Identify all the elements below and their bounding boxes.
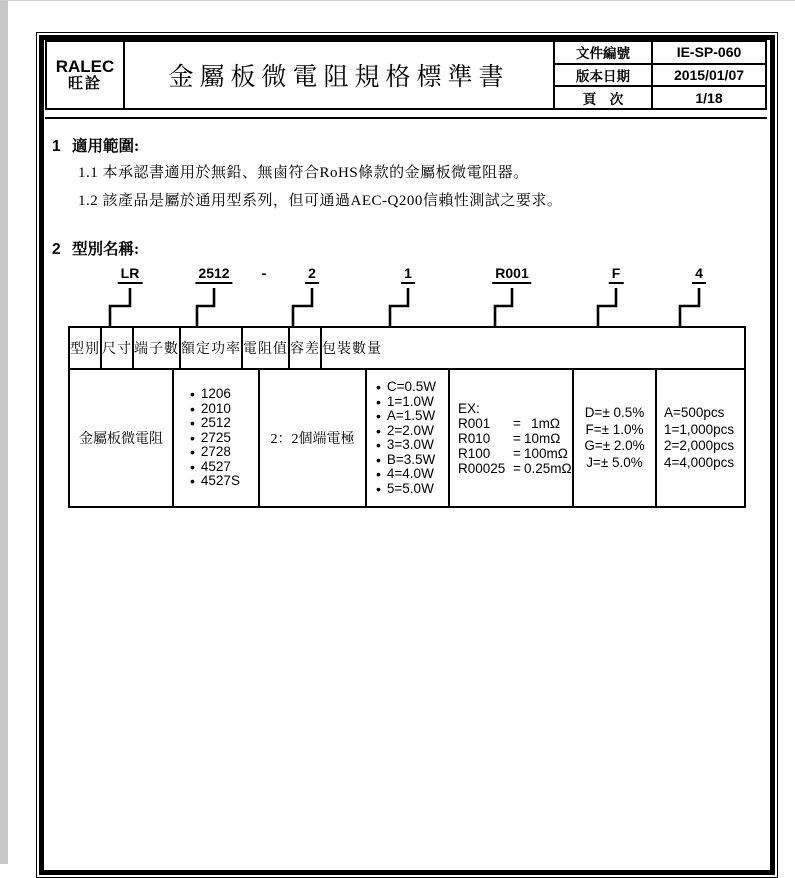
pn-code-power: 1	[401, 265, 415, 284]
power-item: • A=1.5W	[376, 408, 436, 424]
scope-item-2: 1.2 該產品是屬於通用型系列，但可通過AEC-Q200信賴性測試之要求。	[78, 193, 563, 209]
bullet-icon: •	[190, 415, 195, 432]
page-number-value: 1/18	[695, 89, 723, 106]
section2-number: 2	[52, 241, 61, 258]
spec-table-header-row	[70, 328, 744, 370]
sizes-list	[174, 370, 258, 506]
section2-title: 型別名稱:	[72, 241, 140, 258]
doc-number-label: 文件編號	[555, 42, 653, 63]
packaging-cell	[657, 370, 744, 506]
power-item: • 2=2.0W	[376, 422, 434, 439]
tolerance-item: J=± 5.0%	[586, 454, 643, 470]
tolerance-item: F=± 1.0%	[585, 421, 644, 437]
tolerance-list	[574, 370, 655, 506]
packaging-list	[657, 370, 744, 506]
pn-code-dash: -	[261, 265, 267, 281]
bullet-icon: •	[190, 429, 195, 446]
pn-code-series: LR	[118, 265, 143, 284]
bullet-icon: •	[376, 422, 381, 439]
version-date-row	[555, 65, 765, 88]
page-number-row	[555, 87, 765, 108]
spec-table-body-row	[70, 370, 744, 506]
bullet-icon: •	[376, 451, 381, 468]
power-item: • C=0.5W	[376, 379, 437, 395]
size-item: • 1206	[190, 386, 231, 403]
scope-item-1: 1.1 本承認書適用於無鉛、無鹵符合RoHS條款的金屬板微電阻器。	[78, 165, 529, 181]
page-number-label: 頁 次	[555, 87, 653, 108]
version-date-label: 版本日期	[555, 65, 653, 86]
tolerance-item: D=± 0.5%	[584, 405, 645, 420]
viewer-left-edge	[0, 0, 8, 864]
resistance-row: R00025 = 0.25mΩ	[458, 460, 572, 476]
bullet-icon: •	[376, 437, 381, 453]
size-item: • 2725	[190, 429, 231, 446]
spec-table-header-cell: 包裝數量	[322, 342, 382, 357]
size-item: • 4527	[190, 458, 231, 475]
doc-number-value: IE-SP-060	[676, 44, 742, 61]
bullet-icon: •	[376, 466, 381, 482]
bullet-icon: •	[376, 480, 381, 497]
resistance-rows	[458, 415, 572, 476]
company-logo	[47, 42, 125, 108]
packaging-item: 4=4,000pcs	[664, 454, 735, 470]
pn-code-packaging: 4	[692, 265, 706, 284]
type-name-cell: 金屬板微電阻	[70, 370, 174, 506]
sizes-cell	[174, 370, 260, 506]
header-divider-line	[45, 117, 767, 119]
pn-code-terminals: 2	[305, 265, 319, 284]
bullet-icon: •	[190, 400, 195, 417]
resistance-example-label: EX:	[458, 400, 480, 416]
title-cell	[125, 42, 555, 108]
section1-title: 適用範圍:	[72, 138, 140, 155]
bullet-icon: •	[376, 408, 381, 424]
bullet-icon: •	[376, 379, 381, 395]
bullet-icon: •	[376, 393, 381, 410]
power-item: • B=3.5W	[376, 451, 436, 468]
document-header-table	[45, 40, 767, 110]
spec-table-header-cell: 容差	[290, 328, 322, 368]
packaging-item: 1=1,000pcs	[664, 421, 735, 437]
power-item: • 5=5.0W	[376, 480, 434, 497]
size-item: • 2512	[190, 415, 231, 432]
terminals-cell: 2：2個端電極	[260, 370, 367, 506]
packaging-item: 2=2,000pcs	[664, 438, 735, 453]
size-item: • 4527S	[190, 473, 240, 490]
bullet-icon: •	[190, 473, 195, 490]
pn-code-size: 2512	[195, 265, 232, 284]
resistance-row: R010 = 10mΩ	[458, 430, 561, 446]
document-title: 金屬板微電阻規格標準書	[168, 64, 510, 91]
packaging-item: A=500pcs	[664, 405, 725, 420]
section2-heading	[52, 237, 139, 259]
pn-code-tolerance: F	[609, 265, 624, 284]
section1-number: 1	[52, 138, 61, 155]
part-number-spec-table	[68, 326, 746, 508]
doc-number-row	[555, 42, 765, 65]
power-cell	[367, 370, 450, 506]
version-date-value: 2015/01/07	[673, 67, 745, 83]
viewer-top-edge	[0, 0, 795, 1]
size-item: • 2010	[190, 400, 231, 417]
spec-table-header-cell: 額定功率	[181, 328, 243, 368]
pn-code-resistance: R001	[492, 265, 531, 284]
spec-table-header-cell: 電阻值	[243, 328, 290, 368]
bullet-icon: •	[190, 386, 195, 403]
section1-heading	[52, 134, 139, 156]
bullet-icon: •	[190, 458, 195, 475]
company-name-en: RALEC	[55, 56, 115, 76]
power-item: • 4=4.0W	[376, 466, 434, 482]
resistance-row: R100 = 100mΩ	[458, 445, 568, 461]
spec-table-header-cell: 尺寸	[102, 328, 134, 368]
tolerance-item: G=± 2.0%	[584, 438, 645, 453]
spec-table-header-cell: 型別	[70, 328, 102, 368]
resistance-cell	[450, 370, 574, 506]
document-info	[555, 42, 765, 108]
tolerance-cell	[574, 370, 657, 506]
spec-table-header-cell: 端子數	[134, 328, 181, 368]
power-item: • 3=3.0W	[376, 437, 434, 453]
resistance-row: R001 = 1mΩ	[458, 415, 560, 431]
company-name-zh: 旺詮	[67, 75, 102, 92]
bullet-icon: •	[190, 444, 195, 461]
power-list	[367, 370, 448, 506]
size-item: • 2728	[190, 444, 231, 461]
power-item: • 1=1.0W	[376, 393, 434, 410]
